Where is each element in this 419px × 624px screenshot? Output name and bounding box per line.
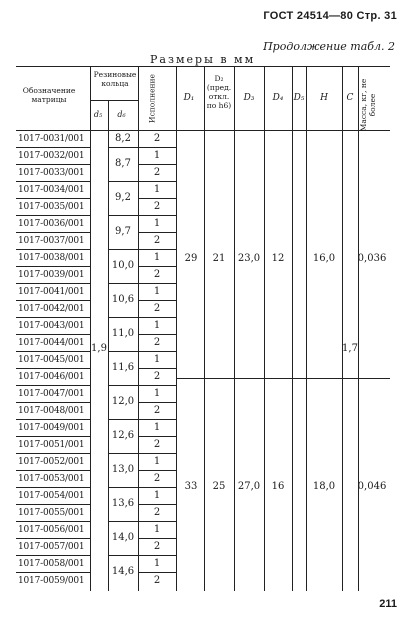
- table-row-execution: 2: [153, 541, 161, 552]
- table-row-designation: 1017-0052/001: [18, 457, 85, 467]
- row-rule: [16, 300, 90, 301]
- col-rule: [108, 100, 109, 591]
- dimensions-table: [16, 66, 390, 591]
- group1-H: 16,0: [312, 253, 336, 264]
- col-header-C: C: [346, 93, 354, 103]
- row-rule: [16, 521, 90, 522]
- row-rule: [16, 436, 90, 437]
- group2-D1: 33: [184, 481, 198, 492]
- group1-D4: 12: [271, 253, 285, 264]
- row-rule: [16, 504, 90, 505]
- rings-header-rule: [90, 100, 138, 101]
- table-row-execution: 2: [153, 439, 161, 450]
- table-row-designation: 1017-0053/001: [18, 474, 85, 484]
- table-row-designation: 1017-0048/001: [18, 406, 85, 416]
- row-rule: [16, 538, 90, 539]
- d6-value: 9,7: [115, 226, 131, 237]
- col-rule: [306, 66, 307, 591]
- page-number: 211: [379, 598, 397, 610]
- row-rule: [138, 555, 176, 556]
- col-rule: [342, 66, 343, 591]
- col-header-d5: d₅: [93, 110, 103, 119]
- table-row-execution: 2: [153, 337, 161, 348]
- group2-D4: 16: [271, 481, 285, 492]
- d6-rule: [108, 283, 138, 284]
- table-row-execution: 1: [153, 490, 161, 501]
- table-row-designation: 1017-0035/001: [18, 202, 85, 212]
- row-rule: [138, 317, 176, 318]
- d6-rule: [108, 555, 138, 556]
- d6-rule: [108, 215, 138, 216]
- row-rule: [138, 351, 176, 352]
- d6-value: 8,2: [115, 132, 131, 144]
- row-rule: [138, 521, 176, 522]
- units-caption: Размеры в мм: [150, 53, 256, 66]
- table-row-execution: 1: [153, 184, 161, 195]
- table-row-execution: 2: [153, 269, 161, 280]
- d6-value: 14,0: [111, 532, 135, 543]
- d6-value: 12,6: [111, 430, 135, 441]
- d6-rule: [108, 385, 138, 386]
- table-row-execution: 2: [153, 371, 161, 382]
- col-header-D1: D₁: [183, 93, 195, 103]
- d6-rule: [108, 181, 138, 182]
- group2-D3: 27,0: [237, 481, 261, 492]
- row-rule: [16, 402, 90, 403]
- d6-value: 10,0: [111, 260, 135, 271]
- col-header-D4: D₄: [272, 93, 284, 103]
- table-row-execution: 1: [153, 558, 161, 569]
- d6-value: 13,6: [111, 498, 135, 509]
- table-row-execution: 2: [153, 235, 161, 246]
- group1-D3: 23,0: [237, 253, 261, 264]
- d6-value: 11,6: [111, 362, 135, 373]
- row-rule: [138, 487, 176, 488]
- row-rule: [138, 283, 176, 284]
- row-rule: [16, 232, 90, 233]
- row-rule: [16, 317, 90, 318]
- table-row-designation: 1017-0032/001: [18, 151, 85, 161]
- row-rule: [16, 249, 90, 250]
- d5-value: 1,9: [91, 343, 107, 354]
- d6-rule: [108, 487, 138, 488]
- table-row-execution: 2: [153, 405, 161, 416]
- table-row-designation: 1017-0033/001: [18, 168, 85, 178]
- group1-mass: 0,036: [357, 253, 387, 264]
- row-rule: [138, 300, 176, 301]
- row-rule: [16, 368, 90, 369]
- row-rule: [138, 334, 176, 335]
- table-row-execution: 1: [153, 422, 161, 433]
- row-rule: [138, 572, 176, 573]
- row-rule: [16, 572, 90, 573]
- table-continuation-label: Продолжение табл. 2: [263, 40, 395, 53]
- d6-value: 12,0: [111, 396, 135, 407]
- d6-rule: [108, 521, 138, 522]
- row-rule: [138, 232, 176, 233]
- row-rule: [16, 334, 90, 335]
- d6-rule: [108, 317, 138, 318]
- table-row-designation: 1017-0036/001: [18, 219, 85, 229]
- col-rule: [176, 66, 177, 591]
- row-rule: [138, 402, 176, 403]
- col-header-H: H: [320, 93, 328, 103]
- row-rule: [138, 436, 176, 437]
- table-row-designation: 1017-0047/001: [18, 389, 85, 399]
- col-header-rings: Резиновые кольца: [93, 70, 137, 88]
- table-row-execution: 1: [153, 456, 161, 467]
- col-header-D5: D₅: [293, 93, 305, 103]
- row-rule: [16, 555, 90, 556]
- table-row-execution: 2: [153, 133, 161, 144]
- col-header-designation: Обозначение матрицы: [22, 86, 76, 104]
- row-rule: [138, 385, 176, 386]
- table-row-execution: 1: [153, 320, 161, 331]
- col-rule: [264, 66, 265, 591]
- table-row-execution: 2: [153, 507, 161, 518]
- table-row-execution: 1: [153, 524, 161, 535]
- table-row-execution: 2: [153, 575, 161, 586]
- table-row-designation: 1017-0051/001: [18, 440, 85, 450]
- table-row-designation: 1017-0042/001: [18, 304, 85, 314]
- row-rule: [16, 198, 90, 199]
- row-rule: [138, 198, 176, 199]
- table-row-execution: 2: [153, 201, 161, 212]
- group1-D2: 21: [212, 253, 226, 264]
- table-row-execution: 1: [153, 286, 161, 297]
- d6-rule: [108, 147, 138, 148]
- row-rule: [16, 385, 90, 386]
- table-row-execution: 2: [153, 167, 161, 178]
- row-rule: [138, 215, 176, 216]
- group2-D2: 25: [212, 481, 226, 492]
- table-row-designation: 1017-0034/001: [18, 185, 85, 195]
- table-row-designation: 1017-0054/001: [18, 491, 85, 501]
- col-header-D3: D₃: [243, 93, 255, 103]
- d6-rule: [108, 453, 138, 454]
- row-rule: [138, 538, 176, 539]
- row-rule: [16, 351, 90, 352]
- table-row-designation: 1017-0039/001: [18, 270, 85, 280]
- row-rule: [16, 181, 90, 182]
- col-rule: [292, 66, 293, 591]
- group1-D1: 29: [184, 253, 198, 264]
- table-row-execution: 1: [153, 354, 161, 365]
- col-rule: [358, 66, 359, 591]
- table-row-execution: 1: [153, 388, 161, 399]
- row-rule: [16, 266, 90, 267]
- d6-rule: [108, 351, 138, 352]
- d6-value: 8,7: [115, 158, 131, 169]
- table-row-designation: 1017-0055/001: [18, 508, 85, 518]
- table-row-designation: 1017-0057/001: [18, 542, 85, 552]
- row-rule: [16, 283, 90, 284]
- table-row-designation: 1017-0043/001: [18, 321, 85, 331]
- row-rule: [138, 181, 176, 182]
- table-row-execution: 2: [153, 303, 161, 314]
- row-rule: [138, 147, 176, 148]
- table-row-designation: 1017-0059/001: [18, 576, 85, 586]
- col-rule: [234, 66, 235, 591]
- table-row-designation: 1017-0056/001: [18, 525, 85, 535]
- d6-rule: [108, 249, 138, 250]
- group2-H: 18,0: [312, 481, 336, 492]
- table-row-designation: 1017-0046/001: [18, 372, 85, 382]
- table-row-execution: 1: [153, 218, 161, 229]
- page-header: ГОСТ 24514—80 Стр. 31: [263, 10, 397, 22]
- row-rule: [138, 453, 176, 454]
- table-row-execution: 2: [153, 473, 161, 484]
- table-row-designation: 1017-0044/001: [18, 338, 85, 348]
- col-header-mass: Масса, кг, не более: [359, 78, 377, 132]
- row-rule: [16, 164, 90, 165]
- table-row-designation: 1017-0031/001: [18, 134, 85, 144]
- table-row-designation: 1017-0041/001: [18, 287, 85, 297]
- col-rule: [90, 66, 91, 591]
- c-value: 1,7: [342, 343, 358, 354]
- row-rule: [16, 453, 90, 454]
- row-rule: [138, 266, 176, 267]
- d6-value: 9,2: [115, 192, 131, 203]
- table-row-designation: 1017-0049/001: [18, 423, 85, 433]
- row-rule: [16, 470, 90, 471]
- row-rule: [138, 504, 176, 505]
- row-rule: [16, 215, 90, 216]
- table-row-designation: 1017-0038/001: [18, 253, 85, 263]
- row-rule: [138, 470, 176, 471]
- row-rule: [16, 419, 90, 420]
- d6-value: 14,6: [111, 566, 135, 577]
- d6-rule: [108, 419, 138, 420]
- group2-mass: 0,046: [357, 481, 387, 492]
- d6-value: 11,0: [111, 328, 135, 339]
- table-row-execution: 1: [153, 252, 161, 263]
- table-row-designation: 1017-0045/001: [18, 355, 85, 365]
- col-header-D2: D₂ (пред. откл. по h6): [206, 74, 232, 110]
- d6-value: 10,6: [111, 294, 135, 305]
- row-rule: [16, 487, 90, 488]
- table-row-execution: 1: [153, 150, 161, 161]
- row-rule: [138, 249, 176, 250]
- col-rule: [204, 66, 205, 591]
- row-rule: [138, 368, 176, 369]
- table-top-rule: [16, 66, 390, 67]
- row-rule: [138, 164, 176, 165]
- col-header-execution: Исполнение: [147, 74, 157, 123]
- row-rule: [16, 147, 90, 148]
- row-rule: [138, 419, 176, 420]
- d6-value: 13,0: [111, 464, 135, 475]
- table-row-designation: 1017-0037/001: [18, 236, 85, 246]
- table-row-designation: 1017-0058/001: [18, 559, 85, 569]
- header-bottom-rule: [16, 130, 390, 131]
- col-header-d6: d₆: [117, 110, 126, 119]
